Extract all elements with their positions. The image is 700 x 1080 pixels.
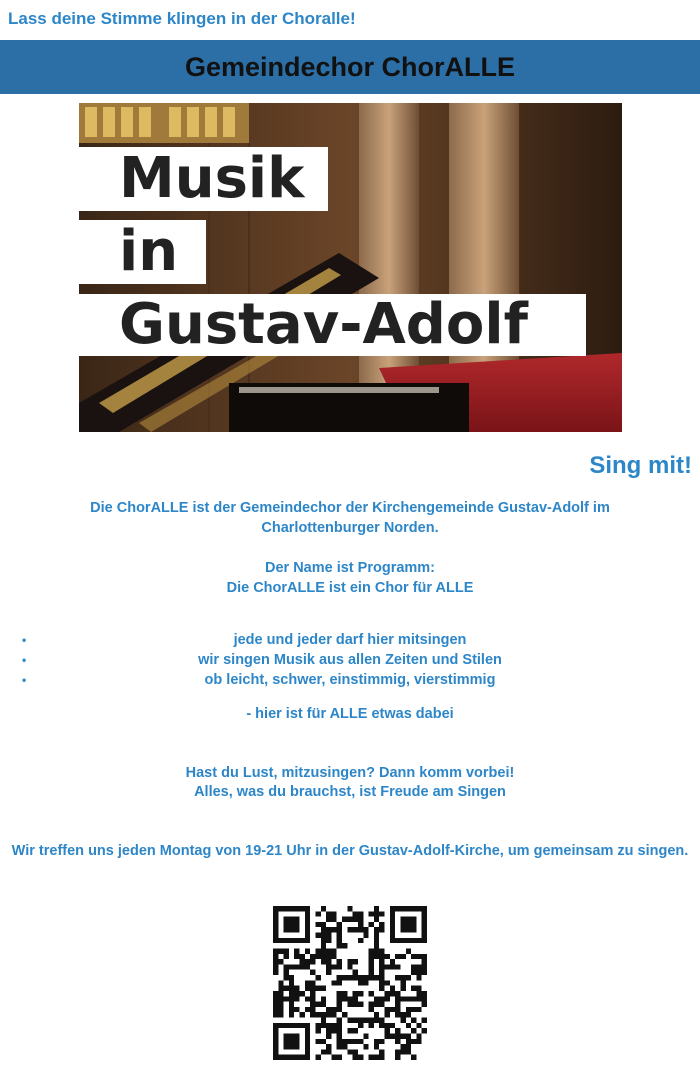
meeting-info: Wir treffen uns jeden Montag von 19-21 Uhr in der Gustav-Adolf-Kirche, um gemeinsam zu singen.	[11, 843, 689, 859]
image-text-musik: Musik	[79, 147, 328, 211]
list-item-text: ob leicht, schwer, einstimmig, vierstimmig	[204, 672, 496, 688]
name-line-2: Die ChorALLE ist ein Chor für ALLE	[226, 580, 474, 596]
banner-title: Gemeindechor ChorALLE	[184, 51, 516, 82]
intro-paragraph: Die ChorALLE ist der Gemeindechor der Kirchengemeinde Gustav-Adolf im Charlottenburger Norden.	[90, 500, 610, 536]
sing-mit-heading: Sing mit!	[589, 452, 692, 479]
feature-list	[0, 630, 700, 690]
invite-line-2: Alles, was du brauchst, ist Freude am Singen	[194, 784, 506, 800]
list-item	[0, 650, 700, 670]
list-item-text: wir singen Musik aus allen Zeiten und Stilen	[198, 652, 502, 668]
list-item-text: jede und jeder darf hier mitsingen	[233, 632, 467, 648]
name-line-1: Der Name ist Programm:	[264, 560, 436, 576]
image-text-in: in	[79, 220, 206, 284]
list-item	[0, 630, 700, 650]
invite-line-1: Hast du Lust, mitzusingen? Dann komm vorbei!	[185, 765, 515, 781]
title-banner	[0, 40, 700, 94]
extra-line: - hier ist für ALLE etwas dabei	[246, 706, 454, 722]
qr-code[interactable]	[273, 906, 427, 1060]
top-tagline: Lass deine Stimme klingen in der Choralle!	[8, 9, 356, 28]
church-photo	[79, 103, 622, 432]
bullet-icon: •	[22, 653, 27, 667]
list-item	[0, 670, 700, 690]
bullet-icon: •	[22, 673, 27, 687]
bullet-icon: •	[22, 633, 27, 647]
image-text-gustav-adolf: Gustav-Adolf	[79, 294, 586, 356]
